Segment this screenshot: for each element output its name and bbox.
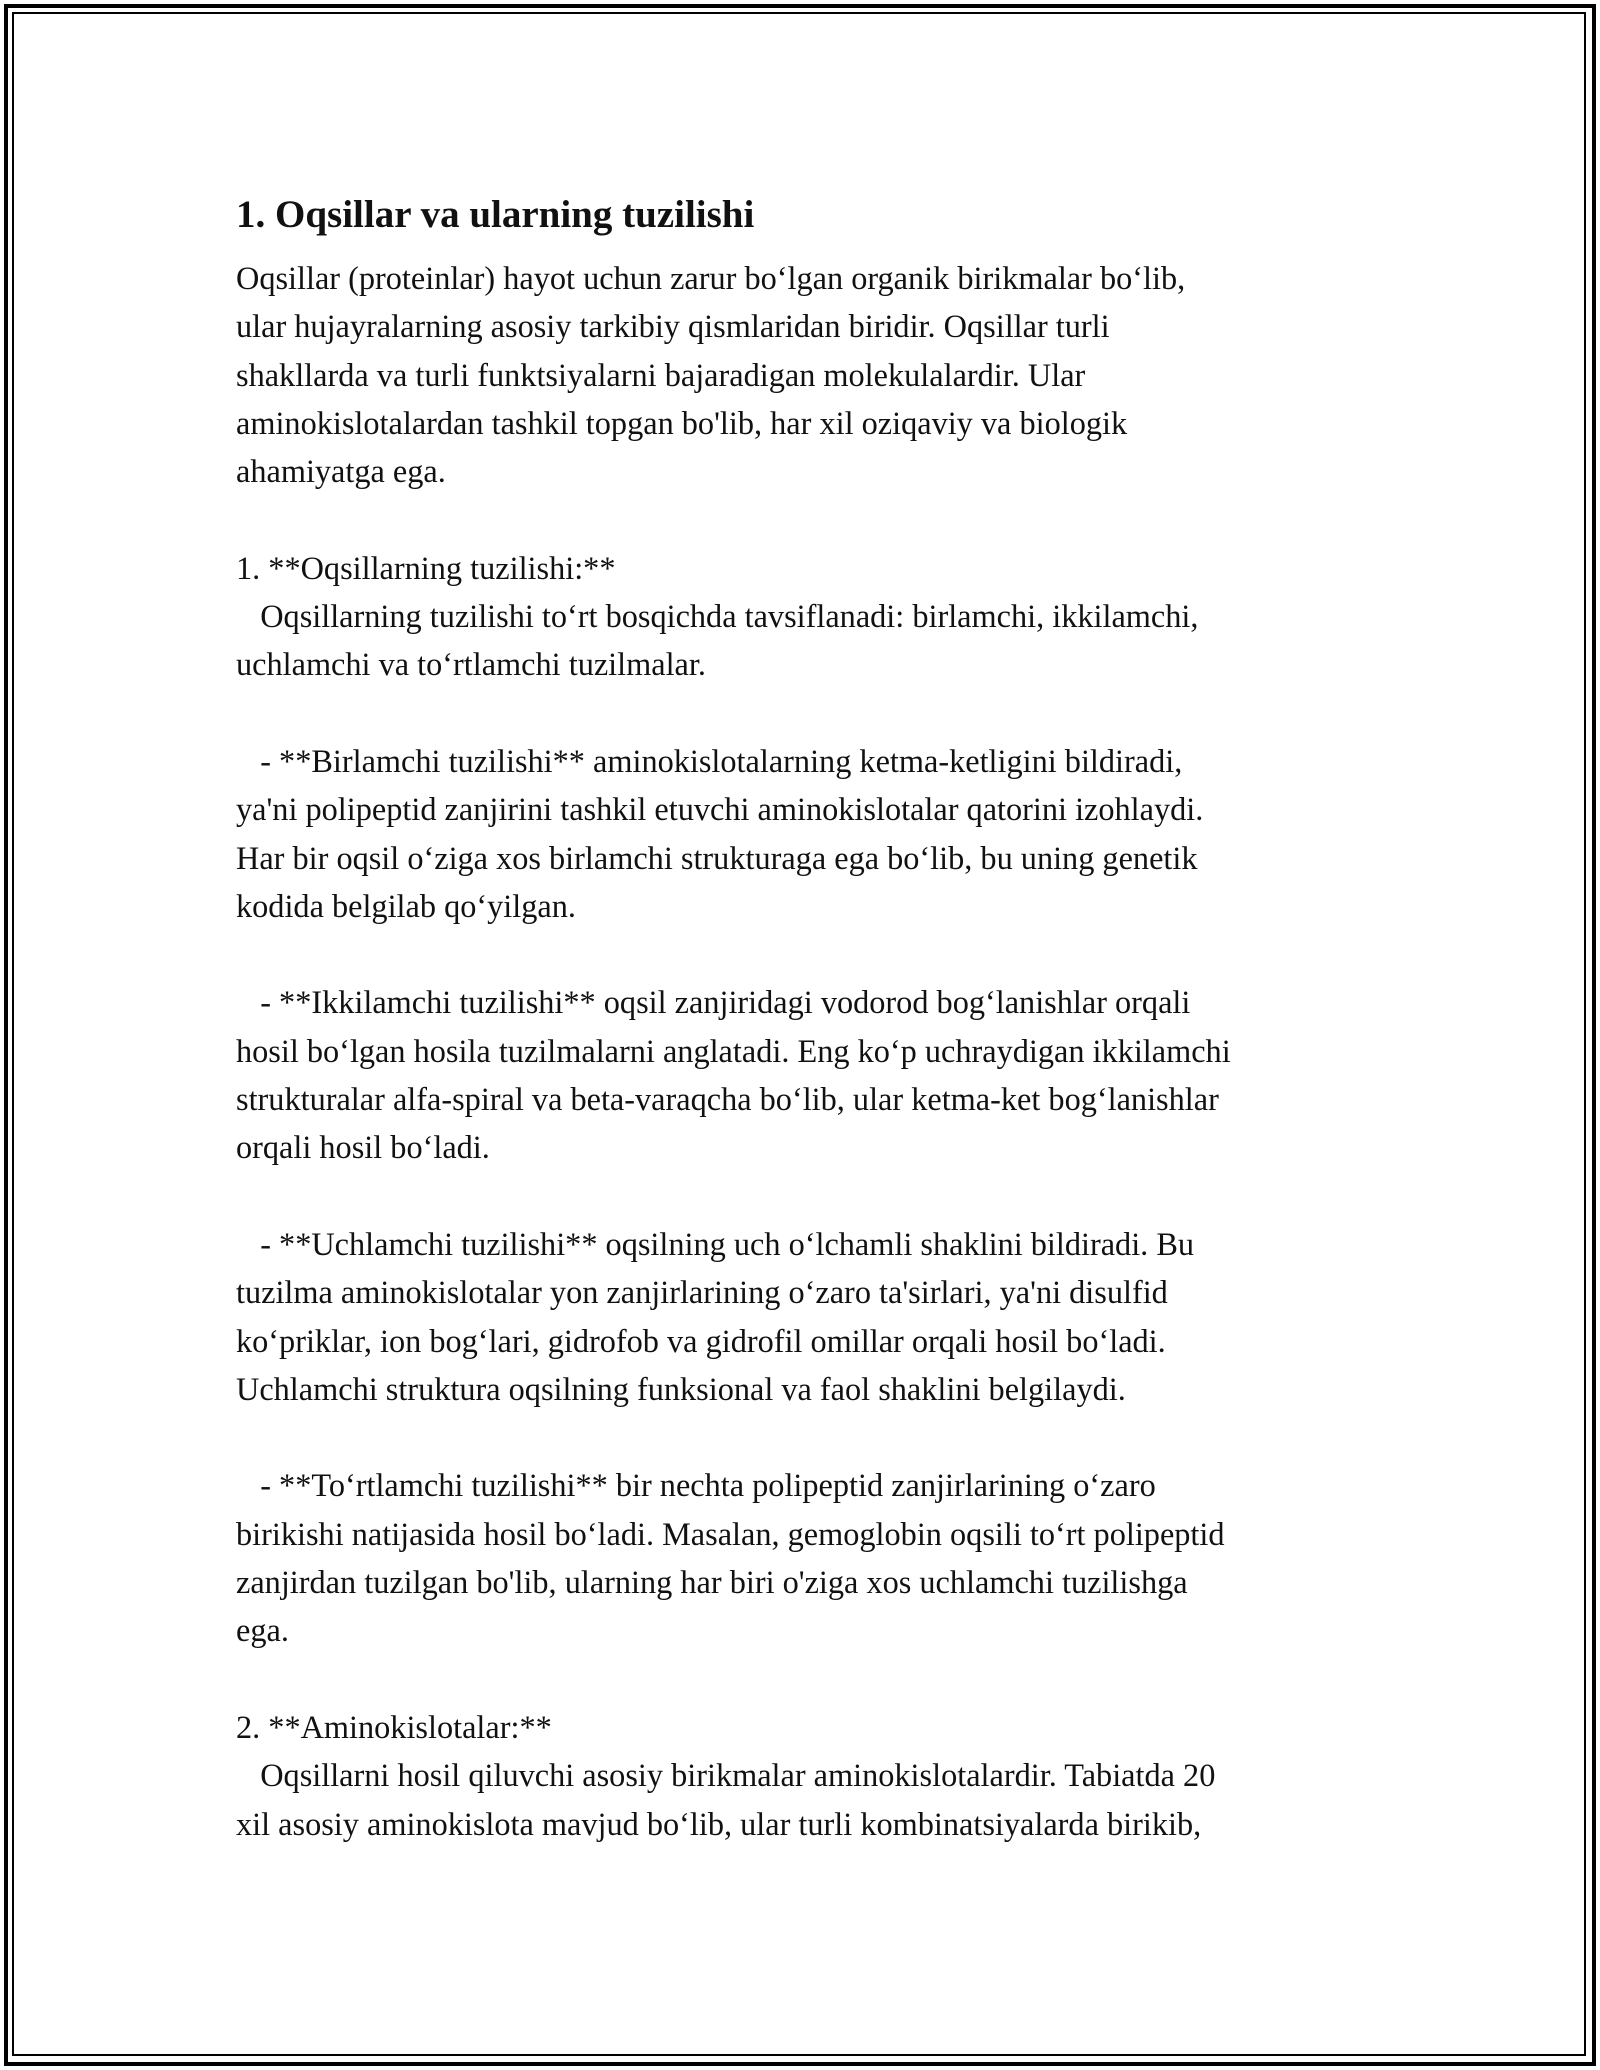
text-line: orqali hosil bo‘ladi. — [236, 1129, 490, 1166]
section-amino-acids — [236, 1703, 1386, 1848]
text-line: ular hujayralarning asosiy tarkibiy qismlaridan biridir. Oqsillar turli — [236, 308, 1110, 345]
primary-structure-paragraph — [236, 737, 1386, 930]
document-body — [236, 180, 1386, 1848]
text-line: zanjirdan tuzilgan bo'lib, ularning har biri o'ziga xos uchlamchi tuzilishga — [236, 1564, 1188, 1601]
blank-line — [236, 689, 1386, 737]
text-line: ahamiyatga ega. — [236, 453, 446, 490]
blank-line — [236, 930, 1386, 978]
text-line: - **Ikkilamchi tuzilishi** oqsil zanjiridagi vodorod bog‘lanishlar orqali — [236, 984, 1191, 1021]
text-line: kodida belgilab qo‘yilgan. — [236, 887, 576, 924]
document-title: 1. Oqsillar va ularning tuzilishi — [236, 193, 755, 236]
blank-line — [236, 1413, 1386, 1461]
text-line: hosil bo‘lgan hosila tuzilmalarni anglatadi. Eng ko‘p uchraydigan ikkilamchi — [236, 1032, 1231, 1069]
text-line: Uchlamchi struktura oqsilning funksional va faol shaklini belgilaydi. — [236, 1370, 1126, 1407]
section-heading: 2. **Aminokislotalar:** — [236, 1708, 552, 1745]
section-structure — [236, 544, 1386, 689]
text-line: ko‘priklar, ion bog‘lari, gidrofob va gidrofil omillar orqali hosil bo‘ladi. — [236, 1322, 1166, 1359]
text-line: xil asosiy aminokislota mavjud bo‘lib, ular turli kombinatsiyalarda birikib, — [236, 1805, 1202, 1842]
text-line: Oqsillar (proteinlar) hayot uchun zarur bo‘lgan organik birikmalar bo‘lib, — [236, 260, 1186, 296]
text-line: shakllarda va turli funktsiyalarni bajaradigan molekulalardir. Ular — [236, 356, 1086, 393]
section-heading: 1. **Oqsillarning tuzilishi:** — [236, 549, 616, 586]
quaternary-structure-paragraph — [236, 1461, 1386, 1654]
blank-line — [236, 495, 1386, 543]
text-line: birikishi natijasida hosil bo‘ladi. Masalan, gemoglobin oqsili to‘rt polipeptid — [236, 1515, 1225, 1552]
text-line: - **To‘rtlamchi tuzilishi** bir nechta polipeptid zanjirlarining o‘zaro — [236, 1467, 1156, 1504]
text-line: strukturalar alfa-spiral va beta-varaqcha bo‘lib, ular ketma-ket bog‘lanishlar — [236, 1081, 1219, 1118]
text-line: ya'ni polipeptid zanjirini tashkil etuvchi aminokislotalar qatorini izohlaydi. — [236, 791, 1204, 828]
text-line: - **Birlamchi tuzilishi** aminokislotalarning ketma-ketligini bildiradi, — [236, 742, 1183, 779]
text-line: Har bir oqsil o‘ziga xos birlamchi strukturaga ega bo‘lib, bu uning genetik — [236, 839, 1198, 876]
text-line: tuzilma aminokislotalar yon zanjirlarining o‘zaro ta'sirlari, ya'ni disulfid — [236, 1274, 1168, 1311]
text-line: Oqsillarning tuzilishi to‘rt bosqichda tavsiflanadi: birlamchi, ikkilamchi, — [236, 598, 1199, 635]
text-line: - **Uchlamchi tuzilishi** oqsilning uch o‘lchamli shaklini bildiradi. Bu — [236, 1225, 1195, 1262]
text-line: aminokislotalardan tashkil topgan bo'lib, har xil oziqaviy va biologik — [236, 404, 1128, 441]
intro-paragraph — [236, 254, 1386, 495]
text-line: Oqsillarni hosil qiluvchi asosiy birikmalar aminokislotalardir. Tabiatda 20 — [236, 1757, 1216, 1794]
blank-line — [236, 1655, 1386, 1703]
tertiary-structure-paragraph — [236, 1220, 1386, 1413]
blank-line — [236, 1172, 1386, 1220]
text-line: ega. — [236, 1612, 289, 1649]
secondary-structure-paragraph — [236, 978, 1386, 1171]
text-line: uchlamchi va to‘rtlamchi tuzilmalar. — [236, 646, 706, 683]
